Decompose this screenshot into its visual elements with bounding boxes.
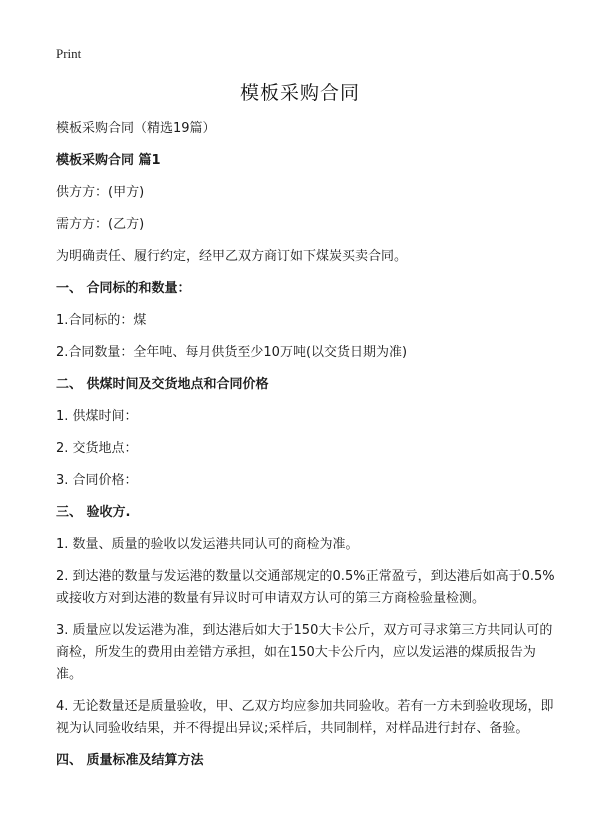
- document-subtitle: 模板采购合同（精选19篇）: [56, 121, 216, 136]
- print-link[interactable]: Print: [56, 46, 82, 61]
- document-title: 模板采购合同: [239, 82, 360, 104]
- heading-contract-subject: 一、 合同标的和数量：: [56, 281, 191, 296]
- document-body: [56, 118, 556, 782]
- clause-3-3: 3. 质量应以发运港为准，到达港后如大于150大卡公斤，双方可寻求第三方共同认可的商检，所发生的费用由差错方承担，如在150大卡公斤内，应以发运港的煤质报告为准。: [56, 623, 553, 682]
- heading-inspection: 三、 验收方.: [56, 505, 131, 520]
- supplier-line: 供方方：(甲方): [56, 185, 145, 200]
- heading-delivery-price: 二、 供煤时间及交货地点和合同价格: [56, 377, 269, 392]
- clause-3-2: 2. 到达港的数量与发运港的数量以交通部规定的0.5%正常盈亏，到达港后如高于0.5%或接收方对到达港的数量有异议时可申请双方认可的第三方商检验量检测。: [56, 569, 555, 606]
- clause-2-3: 3. 合同价格：: [56, 473, 138, 488]
- clause-3-4: 4. 无论数量还是质量验收，甲、乙双方均应参加共同验收。若有一方未到验收现场，即视为认同验收结果，并不得提出异议;采样后，共同制样，对样品进行封存、备验。: [56, 699, 554, 736]
- clause-3-1: 1. 数量、质量的验收以发运港共同认可的商检为准。: [56, 537, 359, 552]
- clause-1-2: 2.合同数量：全年吨、每月供货至少10万吨(以交货日期为准): [56, 345, 408, 360]
- intro-paragraph: 为明确责任、履行约定，经甲乙双方商订如下煤炭买卖合同。: [56, 249, 408, 264]
- section-title: 模板采购合同 篇1: [56, 153, 161, 168]
- clause-2-1: 1. 供煤时间：: [56, 409, 138, 424]
- buyer-line: 需方方：(乙方): [56, 217, 145, 232]
- clause-1-1: 1.合同标的：煤: [56, 313, 147, 328]
- heading-quality-settlement: 四、 质量标准及结算方法: [56, 753, 204, 768]
- clause-2-2: 2. 交货地点：: [56, 441, 138, 456]
